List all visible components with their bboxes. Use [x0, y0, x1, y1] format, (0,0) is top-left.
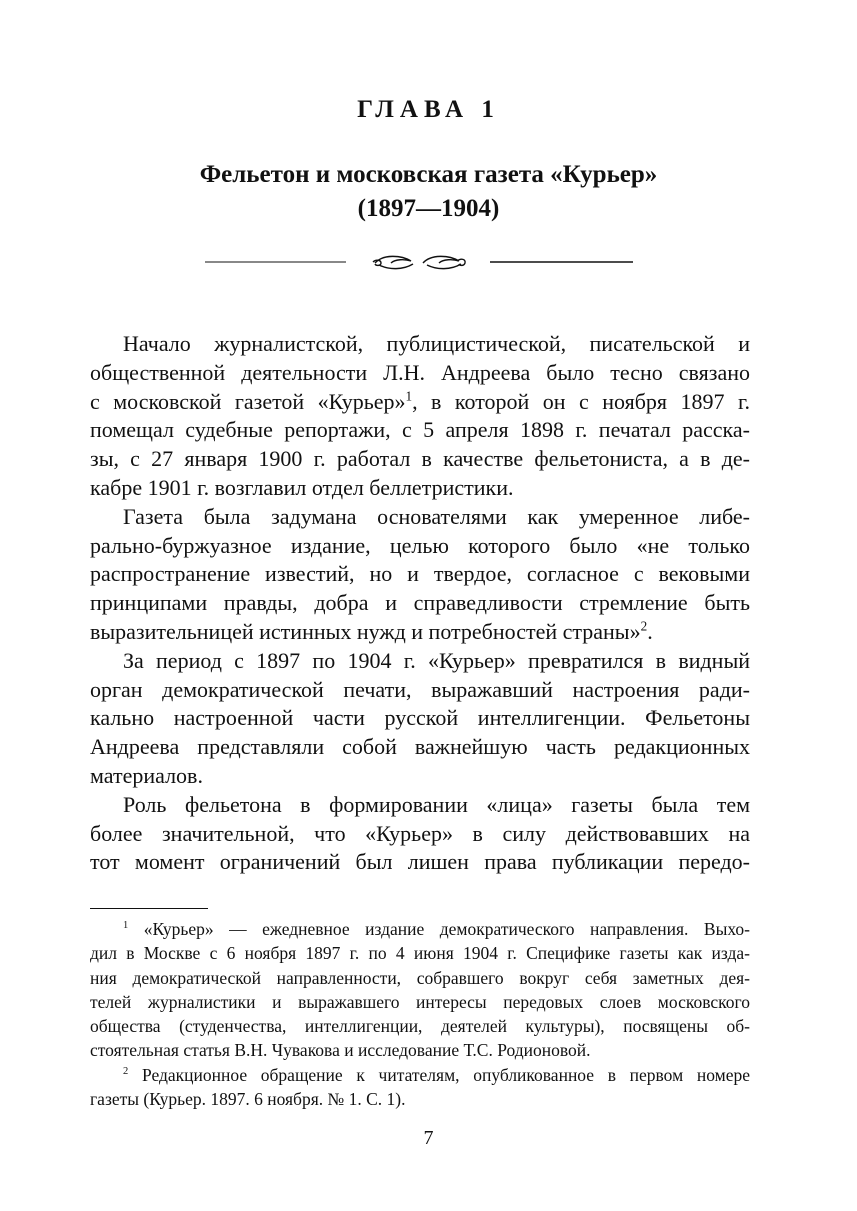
footnote-line: дил в Москве с 6 ноября 1897 г. по 4 июня 1904 г. Специфике газеты как изда-: [90, 943, 750, 964]
paragraph-line: [90, 618, 750, 647]
paragraph-line-text: .: [647, 618, 653, 644]
paragraph-line: За период с 1897 по 1904 г. «Курьер» превратился в видный: [123, 647, 750, 673]
chapter-title: [0, 158, 857, 226]
footnote-line: общества (студенчества, интеллигенции, деятелей культуры), посвящены об-: [90, 1016, 750, 1037]
chapter-heading: ГЛАВА 1: [357, 96, 500, 123]
footnote-ref-1[interactable]: 1: [405, 388, 413, 404]
footnote-line: газеты (Курьер. 1897. 6 ноября. № 1. С. 1).: [90, 1089, 406, 1110]
ornament-divider: [205, 250, 635, 274]
footnote-line: ния демократической направленности, собравшего вокруг себя заметных дея-: [90, 967, 750, 988]
page-number: 7: [423, 1127, 434, 1149]
footnote-line: [90, 1063, 750, 1087]
paragraph-line-text: с московской газетой «Курьер»: [90, 388, 406, 414]
paragraph-line-text: выразительницей истинных нужд и потребностей страны»: [90, 618, 641, 644]
ornament-flourish-left-icon: [373, 256, 413, 268]
ornament-flourish-right-icon: [423, 256, 465, 268]
footnote-line-text: «Курьер» — ежедневное издание демократического направления. Выхо-: [143, 919, 750, 939]
paragraph-line: Начало журналистской, публицистической, писательской и: [123, 331, 750, 356]
footnotes: [90, 917, 750, 1111]
paragraph-line: распространение известий, но и твердое, согласное с вековыми: [90, 561, 750, 587]
paragraph-line: кабре 1901 г. возглавил отдел беллетристики.: [90, 474, 514, 500]
paragraph-line: Газета была задумана основателями как умеренное либе-: [123, 503, 750, 529]
paragraph-line: Андреева представляли собой важнейшую часть редакционных: [90, 734, 750, 760]
paragraph-line: общественной деятельности Л.Н. Андреева было тесно связано: [90, 359, 750, 385]
paragraph-line: Роль фельетона в формировании «лица» газеты была тем: [123, 791, 750, 817]
footnote-line: [90, 917, 750, 941]
paragraph-line: помещал судебные репортажи, с 5 апреля 1898 г. печатал расска-: [90, 417, 750, 443]
paragraph-line: кально настроенной части русской интеллигенции. Фельетоны: [90, 705, 750, 731]
paragraph-line: орган демократической печати, выражавший настроения ради-: [90, 676, 750, 702]
footnote-ref-2[interactable]: 2: [640, 618, 648, 634]
paragraph-line-text: , в которой он с ноября 1897 г.: [412, 388, 750, 414]
paragraph-line: более значительной, что «Курьер» в силу действовавших на: [90, 820, 750, 846]
footnote-line-text: Редакционное обращение к читателям, опубликованное в первом номере: [141, 1064, 750, 1085]
paragraph-line: материалов.: [90, 762, 203, 788]
paragraph-line: рально-буржуазное издание, целью которого было «не только: [90, 532, 750, 558]
paragraph-line: [90, 388, 750, 417]
chapter-title-line-2: (1897—1904): [357, 195, 500, 222]
footnote-line: телей журналистики и выражавшего интересы передовых слоев московского: [90, 991, 750, 1012]
paragraph-line: зы, с 27 января 1900 г. работал в качестве фельетониста, а в де-: [90, 446, 750, 472]
chapter-title-line-1: Фельетон и московская газета «Курьер»: [199, 161, 658, 188]
footnote-separator: [90, 908, 208, 909]
footnote-mark-1: 1: [123, 920, 129, 932]
paragraph-line: тот момент ограничений был лишен права публикации передо-: [90, 849, 750, 875]
body-text: [90, 330, 750, 877]
footnote-mark-2: 2: [123, 1065, 129, 1077]
footnote-line: стоятельная статья В.Н. Чувакова и исследование Т.С. Родионовой.: [90, 1040, 591, 1061]
paragraph-line: принципами правды, добра и справедливости стремление быть: [90, 590, 750, 616]
